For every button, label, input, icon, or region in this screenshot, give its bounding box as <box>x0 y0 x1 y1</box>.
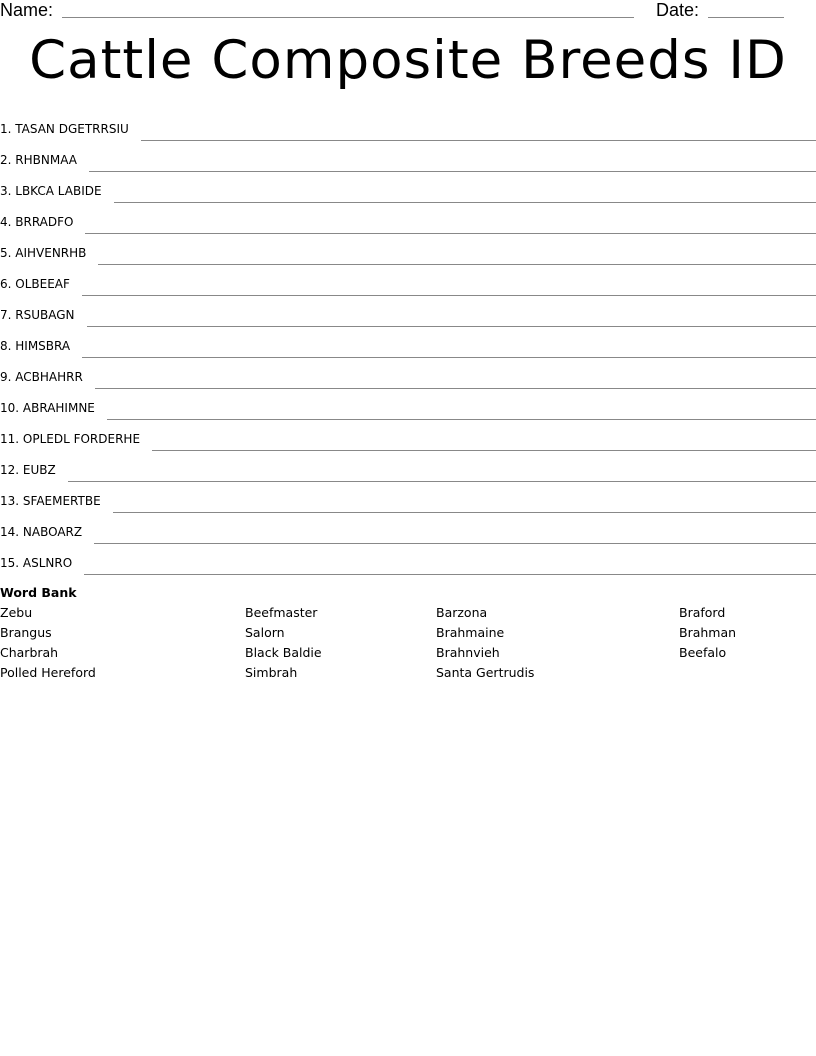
word-bank-item: Brangus <box>0 625 52 640</box>
question-label: 14. NABOARZ <box>0 525 83 539</box>
header <box>0 0 816 22</box>
word-bank-item: Charbrah <box>0 645 59 660</box>
question-label: 8. HIMSBRA <box>0 339 71 353</box>
question-label: 2. RHBNMAA <box>0 153 77 167</box>
page-title: Cattle Composite Breeds ID <box>29 30 787 91</box>
word-bank-item: Barzona <box>436 605 488 620</box>
answer-line[interactable] <box>82 357 816 358</box>
question-label: 5. AIHVENRHB <box>0 246 87 260</box>
answer-line[interactable] <box>114 202 816 203</box>
answer-line[interactable] <box>141 140 816 141</box>
question-row <box>0 515 816 546</box>
word-bank-item: Black Baldie <box>245 645 322 660</box>
answer-line[interactable] <box>87 326 816 327</box>
question-label: 9. ACBHAHRR <box>0 370 83 384</box>
question-list <box>0 112 816 577</box>
word-bank-item: Zebu <box>0 605 33 620</box>
question-row <box>0 453 816 484</box>
date-field-line[interactable] <box>708 17 784 18</box>
word-bank-item: Brahnvieh <box>436 645 500 660</box>
answer-line[interactable] <box>95 388 816 389</box>
word-bank-item: Simbrah <box>245 665 298 680</box>
answer-line[interactable] <box>85 233 816 234</box>
question-label: 4. BRRADFO <box>0 215 74 229</box>
question-row <box>0 236 816 267</box>
word-bank-item: Braford <box>679 605 726 620</box>
question-label: 10. ABRAHIMNE <box>0 401 95 415</box>
question-row <box>0 422 816 453</box>
question-row <box>0 391 816 422</box>
answer-line[interactable] <box>82 295 816 296</box>
question-row <box>0 112 816 143</box>
answer-line[interactable] <box>98 264 816 265</box>
answer-line[interactable] <box>84 574 816 575</box>
question-row <box>0 205 816 236</box>
word-bank-item: Brahman <box>679 625 737 640</box>
answer-line[interactable] <box>94 543 816 544</box>
answer-line[interactable] <box>152 450 816 451</box>
word-bank <box>0 585 816 680</box>
question-row <box>0 484 816 515</box>
question-label: 1. TASAN DGETRRSIU <box>0 122 129 136</box>
question-label: 6. OLBEEAF <box>0 277 70 291</box>
question-label: 3. LBKCA LABIDE <box>0 184 102 198</box>
word-bank-item: Brahmaine <box>436 625 505 640</box>
word-bank-item: Beefmaster <box>245 605 318 620</box>
question-row <box>0 546 816 577</box>
answer-line[interactable] <box>107 419 816 420</box>
word-bank-item: Santa Gertrudis <box>436 665 535 680</box>
answer-line[interactable] <box>89 171 816 172</box>
question-row <box>0 298 816 329</box>
question-row <box>0 174 816 205</box>
question-row <box>0 360 816 391</box>
question-row <box>0 329 816 360</box>
word-bank-item: Polled Hereford <box>0 665 96 680</box>
date-label: Date: <box>656 0 700 20</box>
question-label: 11. OPLEDL FORDERHE <box>0 432 141 446</box>
word-bank-item: Salorn <box>245 625 285 640</box>
answer-line[interactable] <box>68 481 816 482</box>
question-label: 13. SFAEMERTBE <box>0 494 101 508</box>
question-row <box>0 267 816 298</box>
word-bank-item: Beefalo <box>679 645 727 660</box>
answer-line[interactable] <box>113 512 816 513</box>
name-field-line[interactable] <box>62 17 634 18</box>
question-label: 7. RSUBAGN <box>0 308 75 322</box>
word-bank-title: Word Bank <box>0 585 77 600</box>
question-label: 15. ASLNRO <box>0 556 73 570</box>
name-label: Name: <box>0 0 54 20</box>
question-row <box>0 143 816 174</box>
question-label: 12. EUBZ <box>0 463 56 477</box>
